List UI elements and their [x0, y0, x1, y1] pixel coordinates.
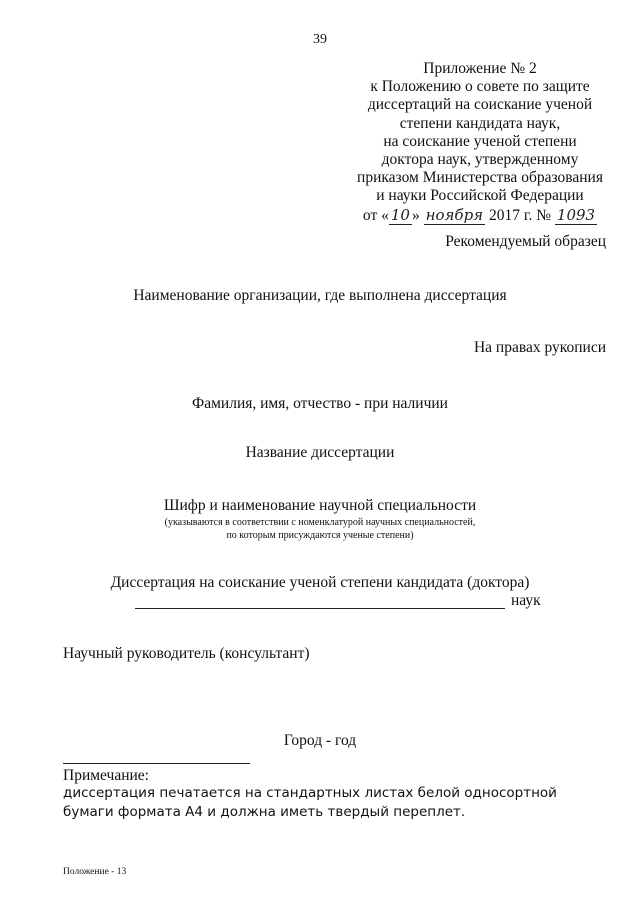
appendix-line: диссертаций на соискание ученой — [367, 96, 593, 114]
degree-statement: Диссертация на соискание ученой степени кандидата (доктора) — [110, 574, 530, 591]
appendix-line: к Положению о совете по защите — [370, 78, 590, 96]
specialty-note-line: (указываются в соответствии с номенклатурой научных специальностей, — [164, 517, 476, 528]
order-month-handwritten: ноября — [425, 205, 484, 224]
footer-label: Положение - 13 — [63, 867, 127, 877]
note-text: диссертация печатается на стандартных листах белой односортной бумаги формата А4 и должна иметь твердый переплет. — [63, 785, 557, 820]
note-label: Примечание: — [63, 767, 149, 784]
organization-placeholder: Наименование организации, где выполнена диссертация — [133, 287, 507, 304]
specialty-note — [0, 516, 640, 542]
advisor-label: Научный руководитель (консультант) — [63, 645, 310, 662]
page-number: 39 — [313, 32, 327, 47]
appendix-line: доктора наук, утвержденному — [381, 151, 579, 169]
order-day-handwritten: 10 — [390, 205, 410, 224]
order-close-quote: » — [411, 206, 420, 224]
dissertation-title-placeholder: Название диссертации — [245, 444, 395, 461]
appendix-title: Приложение № 2 — [423, 60, 537, 77]
note-separator — [63, 763, 250, 764]
order-number-handwritten: 1093 — [556, 205, 596, 224]
appendix-line: приказом Министерства образования — [357, 169, 603, 187]
manuscript-rights-label: На правах рукописи — [473, 339, 606, 356]
appendix-line: на соискание ученой степени — [383, 132, 577, 150]
author-name-placeholder: Фамилия, имя, отчество - при наличии — [192, 395, 448, 412]
order-reference — [350, 206, 610, 225]
specialty-note-line: по которым присуждаются ученые степени) — [226, 530, 414, 541]
appendix-header — [350, 60, 610, 225]
degree-fill-line — [135, 593, 505, 609]
order-prefix: от « — [362, 206, 389, 224]
city-year-placeholder: Город - год — [283, 732, 357, 749]
order-year: 2017 г. № — [489, 206, 552, 224]
specialty-placeholder: Шифр и наименование научной специальности — [163, 497, 477, 514]
recommended-sample-label: Рекомендуемый образец — [445, 233, 606, 250]
appendix-line: степени кандидата наук, — [399, 114, 561, 132]
degree-suffix: наук — [511, 592, 541, 609]
appendix-line: и науки Российской Федерации — [376, 187, 584, 205]
